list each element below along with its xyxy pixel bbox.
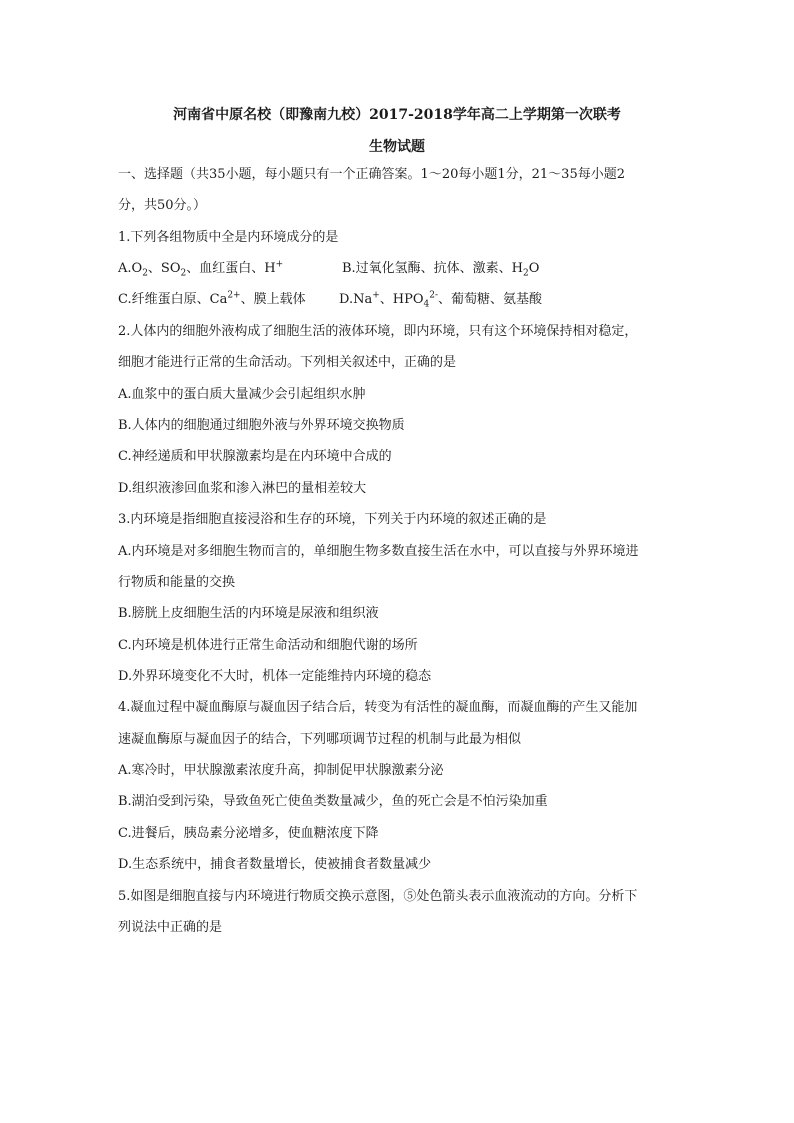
question-2-stem-line-2: 细胞才能进行正常的生命活动。下列相关叙述中，正确的是 (118, 355, 457, 370)
question-2-option-c: C.神经递质和甲状腺激素均是在内环境中合成的 (118, 449, 392, 464)
question-3-option-a-line-1: A.内环境是对多细胞生物而言的，单细胞生物多数直接生活在水中，可以直接与外界环境进 (118, 544, 639, 559)
question-5-stem-line-2: 列说法中正确的是 (118, 920, 223, 935)
document-subject: 生物试题 (369, 139, 425, 155)
question-1-option-d: D.Na+、$HPO_4^{2-}$、葡萄糖、氨基酸 (339, 290, 543, 310)
question-5-stem-line-1: 5.如图是细胞直接与内环境进行物质交换示意图，⑤处色箭头表示血液流动的方向。分析下 (118, 889, 638, 904)
question-4-option-a: A.寒冷时，甲状腺激素浓度升高，抑制促甲状腺激素分泌 (118, 763, 444, 778)
section-instructions-line-2: 分，共50分。） (118, 198, 207, 213)
question-1-option-b: B.过氧化氢酶、抗体、激素、$H_2O$ (342, 261, 540, 279)
question-1-option-c: C.纤维蛋白原、$Ca^{2+}$、膜上载体 (118, 290, 306, 307)
question-3-option-b: B.膀胱上皮细胞生活的内环境是尿液和组织液 (118, 606, 379, 621)
question-3-option-d: D.外界环境变化不大时，机体一定能维持内环境的稳态 (118, 669, 432, 684)
section-instructions-line-1: 一、选择题（共35小题，每小题只有一个正确答案。1～20每小题1分，21～35每小题2 (118, 167, 625, 182)
question-4-option-b: B.湖泊受到污染，导致鱼死亡使鱼类数量减少，鱼的死亡会是不怕污染加重 (118, 794, 548, 809)
question-3-option-a-line-2: 行物质和能量的交换 (118, 575, 236, 590)
question-4-stem-line-2: 速凝血酶原与凝血因子的结合，下列哪项调节过程的机制与此最为相似 (118, 732, 522, 747)
question-4-option-d: D.生态系统中，捕食者数量增长，使被捕食者数量减少 (118, 857, 432, 872)
question-4-option-c: C.进餐后，胰岛素分泌增多，使血糖浓度下降 (118, 826, 379, 841)
question-1-stem: 1.下列各组物质中全是内环境成分的是 (118, 230, 339, 245)
question-3-stem: 3.内环境是指细胞直接浸浴和生存的环境，下列关于内环境的叙述正确的是 (118, 512, 547, 527)
question-2-option-a: A.血浆中的蛋白质大量减少会引起组织水肿 (118, 387, 366, 402)
question-2-option-d: D.组织液渗回血浆和渗入淋巴的量相差较大 (118, 481, 367, 496)
question-2-stem-line-1: 2.人体内的细胞外液构成了细胞生活的液体环境，即内环境，只有这个环境保持相对稳定， (118, 324, 638, 339)
question-2-option-b: B.人体内的细胞通过细胞外液与外界环境交换物质 (118, 418, 405, 433)
document-title: 河南省中原名校（即豫南九校）2017-2018学年高二上学期第一次联考 (173, 107, 621, 123)
question-1-option-a: $A.O_2$、$SO_2$、血红蛋白、H+ (118, 259, 284, 279)
question-3-option-c: C.内环境是机体进行正常生命活动和细胞代谢的场所 (118, 638, 418, 653)
question-4-stem-line-1: 4.凝血过程中凝血酶原与凝血因子结合后，转变为有活性的凝血酶，而凝血酶的产生又能加 (118, 700, 638, 715)
